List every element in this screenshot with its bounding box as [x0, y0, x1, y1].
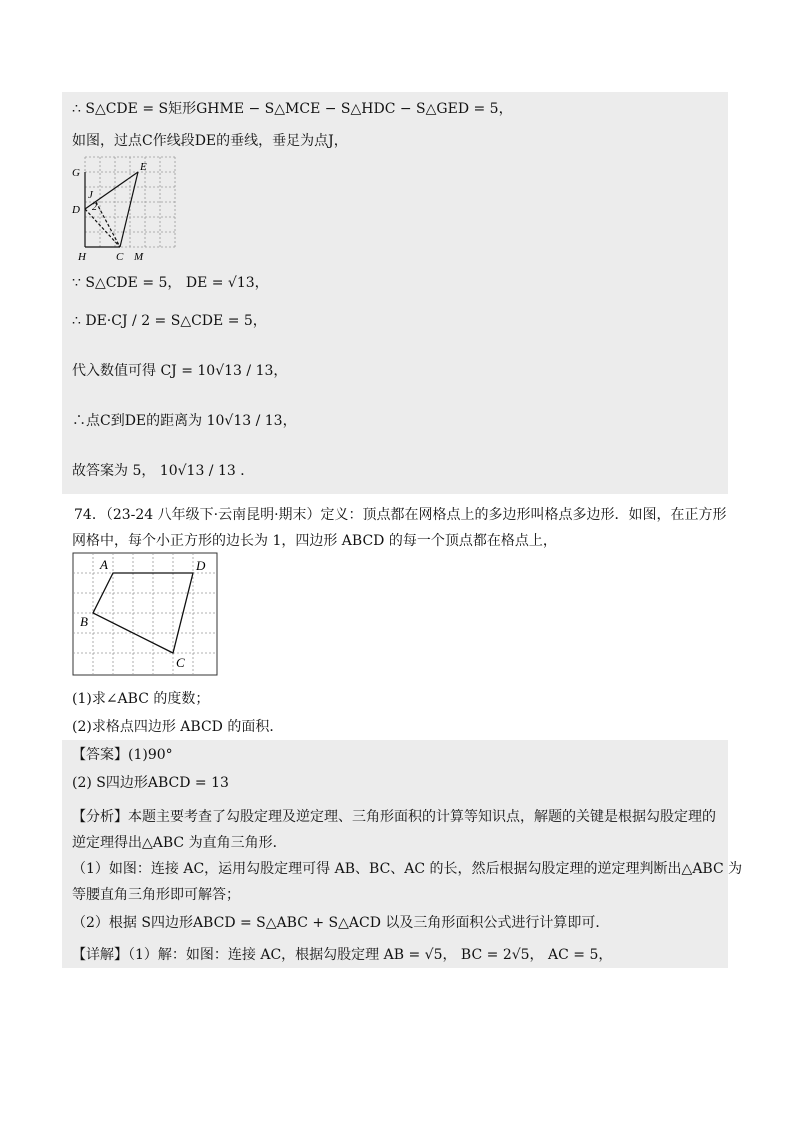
analysis-line-1: 【分析】本题主要考查了勾股定理及逆定理、三角形面积的计算等知识点，解题的关键是根据勾股定理的 [72, 809, 716, 825]
prev-line-4: ∴ DE·CJ / 2 = S△CDE = 5， [72, 313, 267, 329]
label-J: J [88, 189, 93, 201]
label-B: B [80, 614, 88, 629]
label-D: D [72, 204, 80, 216]
q74-line-1: 74．（23-24 八年级下·云南昆明·期末）定义：顶点都在网格点上的多边形叫格点多边形．如图，在正方形 [74, 507, 727, 523]
detail-line-1: 【详解】（1）解：如图：连接 AC，根据勾股定理 AB = √5， BC = 2√5， AC = 5， [72, 947, 613, 963]
prev-line-5: 代入数值可得 CJ = 10√13 / 13， [72, 363, 288, 379]
label-D: D [196, 558, 206, 573]
answer-line-2: (2) S四边形ABCD = 13 [72, 775, 229, 791]
q74-part-1: (1)求∠ABC 的度数； [72, 691, 210, 707]
analysis-line-3: （1）如图：连接 AC，运用勾股定理可得 AB、BC、AC 的长，然后根据勾股定理的逆定理判断出△ABC 为 [72, 861, 743, 877]
figure-triangle-cde [70, 152, 190, 262]
prev-line-3: ∵ S△CDE = 5， DE = √13， [72, 275, 269, 291]
label-M: M [134, 251, 144, 262]
prev-line-1: ∴ S△CDE = S矩形GHME − S△MCE − S△HDC − S△GED = 5， [72, 101, 513, 117]
label-C: C [176, 655, 185, 670]
prev-line-7: 故答案为 5， 10√13 / 13 ． [72, 463, 255, 479]
q74-line-2: 网格中，每个小正方形的边长为 1，四边形 ABCD 的每一个顶点都在格点上， [72, 533, 557, 549]
label-2: 2 [92, 202, 97, 213]
analysis-line-4: 等腰直角三角形即可解答； [72, 887, 240, 903]
prev-line-2: 如图，过点C作线段DE的垂线，垂足为点J， [72, 133, 348, 149]
prev-line-6: ∴点C到DE的距离为 10√13 / 13， [72, 413, 297, 429]
label-E: E [140, 161, 147, 173]
label-H: H [78, 251, 86, 262]
label-C: C [116, 251, 124, 262]
analysis-line-5: （2）根据 S四边形ABCD = S△ABC + S△ACD 以及三角形面积公式进行计算即可． [72, 915, 610, 931]
label-G: G [72, 167, 80, 179]
figure-quadrilateral-abcd [72, 552, 218, 676]
analysis-line-2: 逆定理得出△ABC 为直角三角形． [72, 835, 287, 851]
label-A: A [100, 557, 108, 572]
q74-part-2: (2)求格点四边形 ABCD 的面积． [72, 719, 284, 735]
answer-line-1: 【答案】(1)90° [72, 747, 173, 763]
